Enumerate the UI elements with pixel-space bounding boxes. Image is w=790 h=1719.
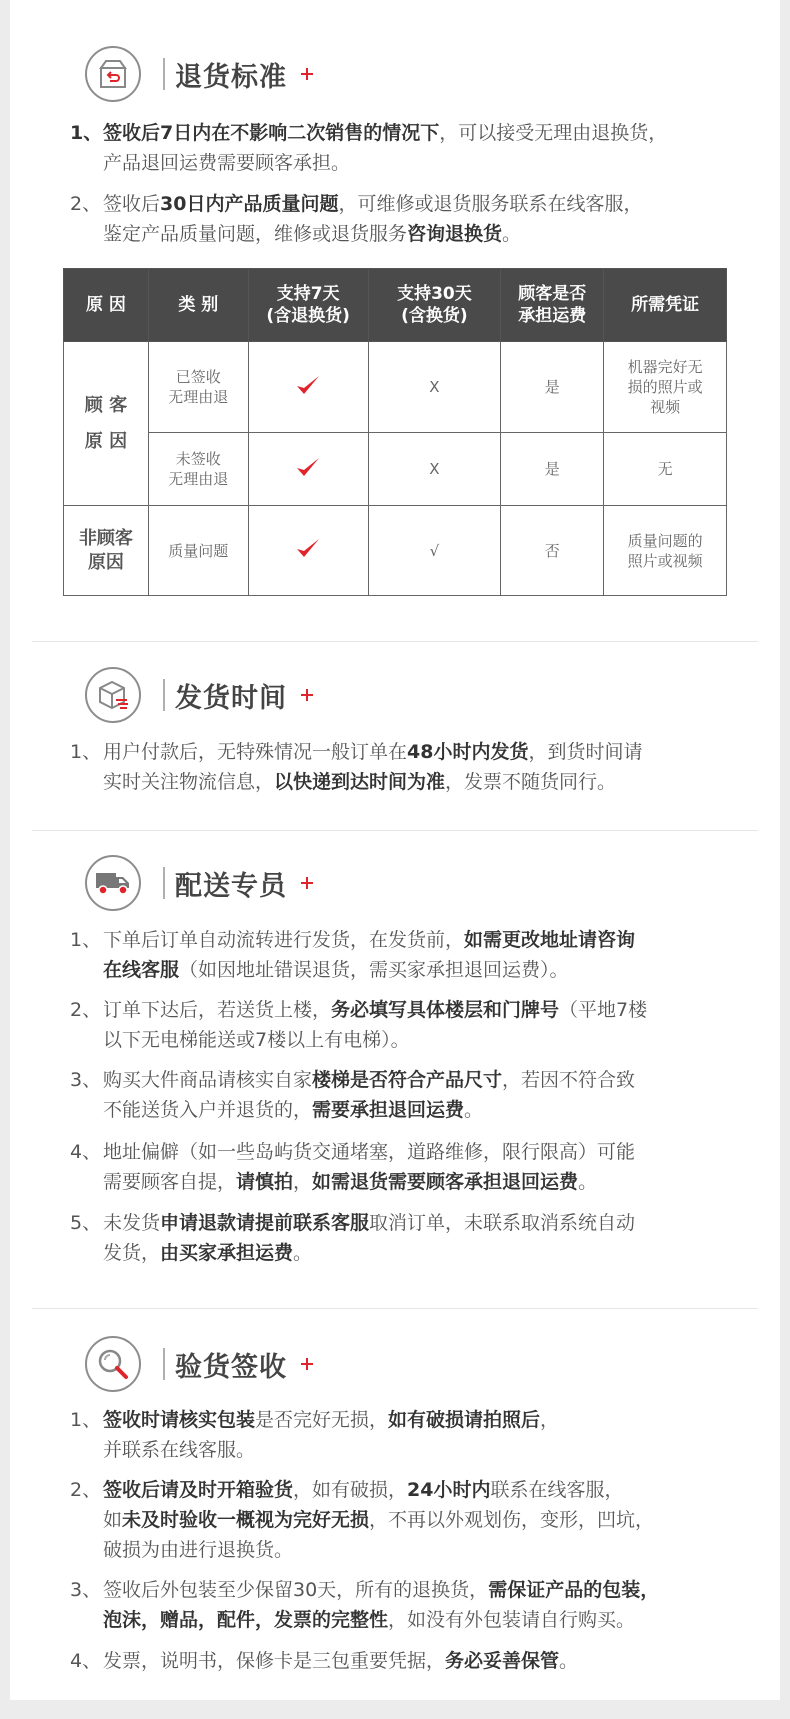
item-number: 4、: [70, 1141, 102, 1163]
header-30day: [368, 269, 501, 342]
d30-cell: X: [368, 433, 501, 506]
item-text: 地址偏僻（如一些岛屿货交通堵塞，道路维修，限行限高）可能: [103, 1141, 636, 1163]
cause-line: 原因: [87, 551, 124, 573]
d30-cell: √: [368, 506, 501, 596]
item-bold-text: 务必填写具体楼层和门牌号: [331, 999, 560, 1021]
magnifier-icon: [85, 1336, 141, 1392]
item-bold-text: 签收后请及时开箱验货: [103, 1479, 294, 1501]
item-text: 下单后订单自动流转进行发货，在发货前，: [103, 929, 465, 951]
item-bold-text: 签收后7日内在不影响二次销售的情况下: [103, 122, 440, 144]
section-title: 发货时间: [175, 682, 287, 714]
item-bold-text: 咨询退换货: [407, 223, 503, 245]
item-bold-text: 楼梯是否符合产品尺寸: [312, 1069, 503, 1091]
section-header-delivery: [85, 855, 313, 911]
item-text: 联系在线客服，: [490, 1479, 624, 1501]
item-text: 产品退回运费需要顾客承担。: [103, 152, 351, 174]
section-divider: [32, 1308, 758, 1309]
cell-line: 视频: [650, 398, 681, 416]
cause-line: 非顾客: [78, 527, 133, 549]
shipping-item-1: [70, 737, 750, 797]
item-number: 2、: [70, 1479, 102, 1501]
category-cell: 质量问题: [148, 506, 248, 596]
item-text: 需要顾客自提，: [103, 1171, 237, 1193]
item-bold-text: 如需退货需要顾客承担退回运费: [312, 1171, 579, 1193]
item-text: 订单下达后，若送货上楼，: [103, 999, 332, 1021]
cause-line: 原 因: [84, 430, 128, 452]
delivery-item-5: [70, 1208, 750, 1268]
returns-item-2: [70, 189, 750, 249]
delivery-truck-icon: [85, 855, 141, 911]
returns-item-1: [70, 118, 750, 178]
item-text: 。: [578, 1171, 598, 1193]
item-text: ，可以接受无理由退换货，: [439, 122, 668, 144]
title-divider: [163, 867, 165, 899]
proof-cell: 无: [604, 433, 727, 506]
section-title: 配送专员: [175, 870, 287, 902]
section-header-returns: [85, 46, 313, 102]
section-header-shipping: [85, 667, 313, 723]
header-fee: [501, 269, 604, 342]
item-bold-text: 在线客服: [103, 959, 180, 981]
plus-decor-icon: [301, 689, 313, 701]
inspect-item-1: [70, 1405, 750, 1465]
cell-line: 已签收: [175, 368, 221, 386]
item-text: ，: [540, 1409, 560, 1431]
cause-noncustomer: [64, 506, 149, 596]
item-number: 1、: [70, 741, 102, 763]
item-text: ，: [293, 1171, 313, 1193]
item-text: ，若因不符合致: [502, 1069, 636, 1091]
item-text: ，不再以外观划伤，变形，凹坑，: [369, 1509, 655, 1531]
table-header-row: [64, 269, 727, 342]
item-number: 5、: [70, 1212, 102, 1234]
title-divider: [163, 679, 165, 711]
item-bold-text: 泡沫，赠品，配件，发票的完整性: [103, 1609, 389, 1631]
item-text: 以下无电梯能送或7楼以上有电梯）。: [103, 1029, 410, 1051]
item-bold-text: 未及时验收一概视为完好无损: [122, 1509, 370, 1531]
item-bold-text: 30日内产品质量问题: [160, 193, 339, 215]
section-divider: [32, 830, 758, 831]
category-cell: [148, 433, 248, 506]
header-line: (含换货): [401, 306, 468, 326]
section-title: 验货签收: [175, 1351, 287, 1383]
proof-cell: [604, 506, 727, 596]
inspect-item-4: [70, 1646, 750, 1676]
item-text: ，发票不随货同行。: [445, 771, 617, 793]
cell-line: 损的照片或: [627, 378, 703, 396]
header-7day: [248, 269, 368, 342]
item-bold-text: 需保证产品的包装，: [488, 1579, 660, 1601]
item-text: 发货，: [103, 1242, 161, 1264]
item-text: 未发货: [103, 1212, 161, 1234]
item-bold-text: 以快递到达时间为准: [274, 771, 446, 793]
item-bold-text: 48小时内发货: [407, 741, 529, 763]
plus-decor-icon: [301, 1358, 313, 1370]
item-bold-text: 需要承担退回运费: [312, 1099, 465, 1121]
inspect-item-2: [70, 1475, 750, 1565]
item-bold-text: 如有破损请拍照后: [388, 1409, 541, 1431]
item-bold-text: 由买家承担运费: [160, 1242, 294, 1264]
table-row: [64, 342, 727, 433]
cell-line: 照片或视频: [627, 551, 703, 570]
item-number: 3、: [70, 1069, 102, 1091]
category-cell: [148, 342, 248, 433]
package-icon: [85, 667, 141, 723]
item-text: 取消订单，未联系取消系统自动: [369, 1212, 636, 1234]
header-category: 类 别: [148, 269, 248, 342]
item-text: 购买大件商品请核实自家: [103, 1069, 313, 1091]
item-text: 鉴定产品质量问题，维修或退货服务: [103, 223, 408, 245]
item-bold-text: 申请退款请提前联系客服: [160, 1212, 370, 1234]
inspect-item-3: [70, 1575, 750, 1635]
delivery-item-2: [70, 995, 750, 1055]
item-number: 1、: [70, 122, 103, 144]
item-number: 1、: [70, 929, 102, 951]
item-text: ，到货时间请: [528, 741, 643, 763]
item-text: 实时关注物流信息，: [103, 771, 275, 793]
item-bold-text: 务必妥善保管: [445, 1650, 560, 1672]
item-text: （如因地址错误退货，需买家承担退回运费）。: [179, 959, 569, 981]
cell-line: 机器完好无: [627, 358, 703, 376]
section-title: 退货标准: [175, 61, 287, 93]
item-text: 签收后外包装至少保留30天，所有的退换货，: [103, 1579, 489, 1601]
item-text: （平地7楼: [559, 999, 648, 1021]
item-bold-text: 请慎拍: [236, 1171, 294, 1193]
item-text: 是否完好无损，: [255, 1409, 389, 1431]
section-header-inspect: [85, 1336, 313, 1392]
return-box-icon: [85, 46, 141, 102]
check-icon: [248, 506, 368, 596]
item-text: ，如有破损，: [293, 1479, 408, 1501]
delivery-item-3: [70, 1065, 750, 1125]
policy-card: [10, 0, 780, 1700]
delivery-item-4: [70, 1137, 750, 1197]
header-line: 支持30天: [397, 284, 472, 304]
cell-line: 无理由退: [168, 470, 229, 488]
plus-decor-icon: [301, 68, 313, 80]
item-number: 3、: [70, 1579, 102, 1601]
item-bold-text: 24小时内: [407, 1479, 491, 1501]
proof-cell: [604, 342, 727, 433]
fee-cell: 是: [501, 342, 604, 433]
item-text: ，如没有外包装请自行购买。: [388, 1609, 636, 1631]
header-proof: 所需凭证: [604, 269, 727, 342]
header-line: 顾客是否: [518, 284, 587, 304]
item-text: ，可维修或退货服务联系在线客服，: [338, 193, 643, 215]
item-text: 破损为由进行退换货。: [103, 1539, 294, 1561]
delivery-item-1: [70, 925, 750, 985]
item-bold-text: 签收时请核实包装: [103, 1409, 256, 1431]
item-text: 并联系在线客服。: [103, 1439, 256, 1461]
header-cause: 原 因: [64, 269, 149, 342]
d30-cell: X: [368, 342, 501, 433]
header-line: (含退换货): [266, 306, 350, 326]
check-icon: [248, 433, 368, 506]
fee-cell: 是: [501, 433, 604, 506]
item-number: 2、: [70, 999, 102, 1021]
item-text: 。: [293, 1242, 313, 1264]
item-text: 如: [103, 1509, 123, 1531]
item-number: 1、: [70, 1409, 102, 1431]
item-text: 。: [502, 223, 522, 245]
title-divider: [163, 1348, 165, 1380]
cell-line: 无理由退: [168, 388, 229, 406]
cell-line: 未签收: [175, 450, 221, 468]
item-text: 用户付款后，无特殊情况一般订单在: [103, 741, 408, 763]
section-divider: [32, 641, 758, 642]
table-row: [64, 433, 727, 506]
header-line: 支持7天: [276, 284, 340, 304]
item-text: 。: [559, 1650, 579, 1672]
plus-decor-icon: [301, 877, 313, 889]
cell-line: 质量问题的: [627, 531, 703, 550]
item-number: 4、: [70, 1650, 102, 1672]
item-number: 2、: [70, 193, 102, 215]
check-icon: [248, 342, 368, 433]
item-text: 签收后: [103, 193, 161, 215]
item-text: 不能送货入户并退货的，: [103, 1099, 313, 1121]
fee-cell: 否: [501, 506, 604, 596]
table-row: [64, 506, 727, 596]
return-policy-table: [63, 268, 727, 596]
header-line: 承担运费: [518, 306, 587, 326]
item-bold-text: 如需更改地址请咨询: [464, 929, 636, 951]
item-text: 发票，说明书，保修卡是三包重要凭据，: [103, 1650, 446, 1672]
cause-customer: [64, 342, 149, 506]
title-divider: [163, 58, 165, 90]
item-text: 。: [464, 1099, 484, 1121]
cause-line: 顾 客: [84, 394, 128, 416]
